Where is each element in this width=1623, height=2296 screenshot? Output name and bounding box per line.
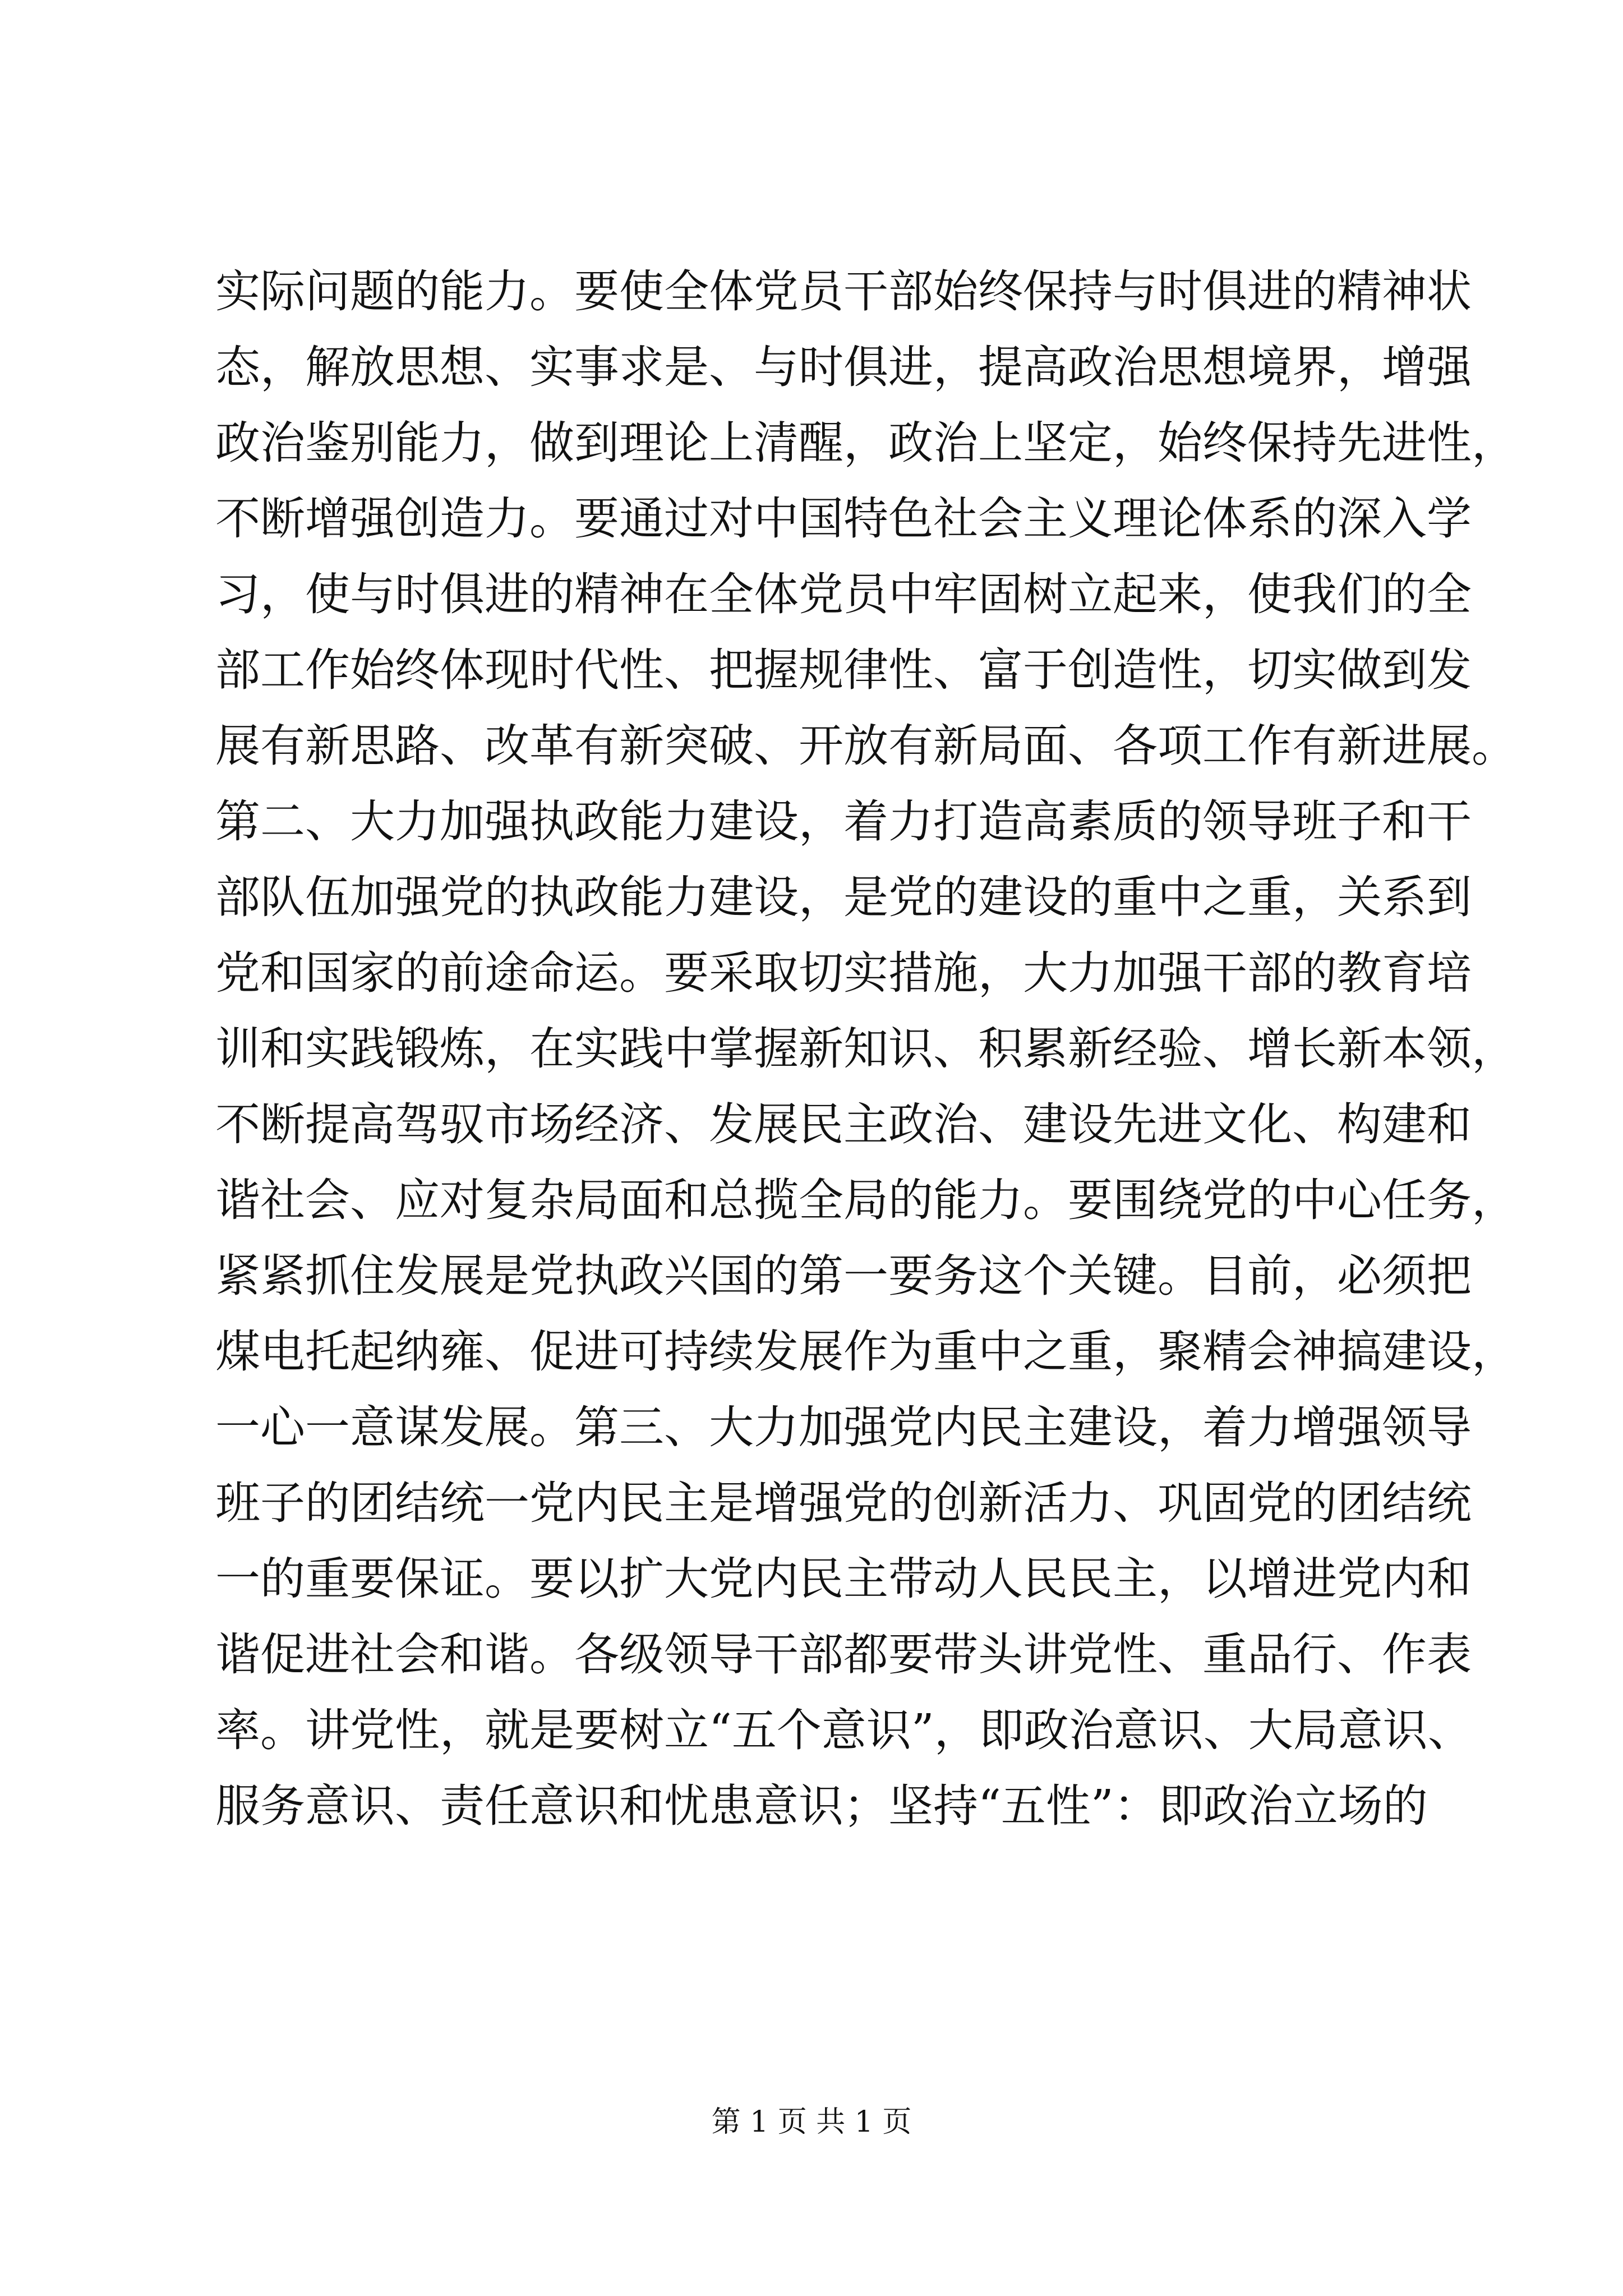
text-line: 煤电托起纳雍、促进可持续发展作为重中之重，聚精会神搞建设， <box>215 1326 1516 1378</box>
text-line: 党和国家的前途命运。要采取切实措施，大力加强干部的教育培 <box>215 947 1472 999</box>
text-line: 部工作始终体现时代性、把握规律性、富于创造性，切实做到发 <box>215 644 1472 696</box>
text-line: 班子的团结统一党内民主是增强党的创新活力、巩固党的团结统 <box>215 1477 1472 1529</box>
text-line: 不断提高驾驭市场经济、发展民主政治、建设先进文化、构建和 <box>215 1098 1472 1151</box>
text-line: 一的重要保证。要以扩大党内民主带动人民民主，以增进党内和 <box>215 1553 1472 1605</box>
page-footer: 第 1 页 共 1 页 <box>711 2105 912 2139</box>
text-line: 第二、大力加强执政能力建设，着力打造高素质的领导班子和干 <box>215 795 1472 848</box>
text-line: 实际问题的能力。要使全体党员干部始终保持与时俱进的精神状 <box>215 265 1472 318</box>
text-line: 谐促进社会和谐。各级领导干部都要带头讲党性、重品行、作表 <box>215 1628 1472 1681</box>
text-line: 习，使与时俱进的精神在全体党员中牢固树立起来，使我们的全 <box>215 568 1472 620</box>
text-line: 一心一意谋发展。第三、大力加强党内民主建设，着力增强领导 <box>215 1401 1472 1453</box>
text-line: 紧紧抓住发展是党执政兴国的第一要务这个关键。目前，必须把 <box>215 1250 1472 1302</box>
text-line: 不断增强创造力。要通过对中国特色社会主义理论体系的深入学 <box>215 493 1472 545</box>
text-line: 政治鉴别能力，做到理论上清醒，政治上坚定，始终保持先进性， <box>215 417 1516 469</box>
text-line: 态，解放思想、实事求是、与时俱进，提高政治思想境界，增强 <box>215 341 1472 393</box>
text-line: 训和实践锻炼，在实践中掌握新知识、积累新经验、增长新本领， <box>215 1023 1516 1075</box>
text-line: 服务意识、责任意识和忧患意识；坚持“五性”：即政治立场的 <box>215 1780 1428 1832</box>
text-line: 率。讲党性，就是要树立“五个意识”，即政治意识、大局意识、 <box>215 1704 1473 1756</box>
text-line: 谐社会、应对复杂局面和总揽全局的能力。要围绕党的中心任务， <box>215 1174 1516 1226</box>
text-line: 部队伍加强党的执政能力建设，是党的建设的重中之重，关系到 <box>215 871 1472 923</box>
text-line: 展有新思路、改革有新突破、开放有新局面、各项工作有新进展。 <box>215 720 1516 772</box>
body-text <box>215 254 1516 1844</box>
